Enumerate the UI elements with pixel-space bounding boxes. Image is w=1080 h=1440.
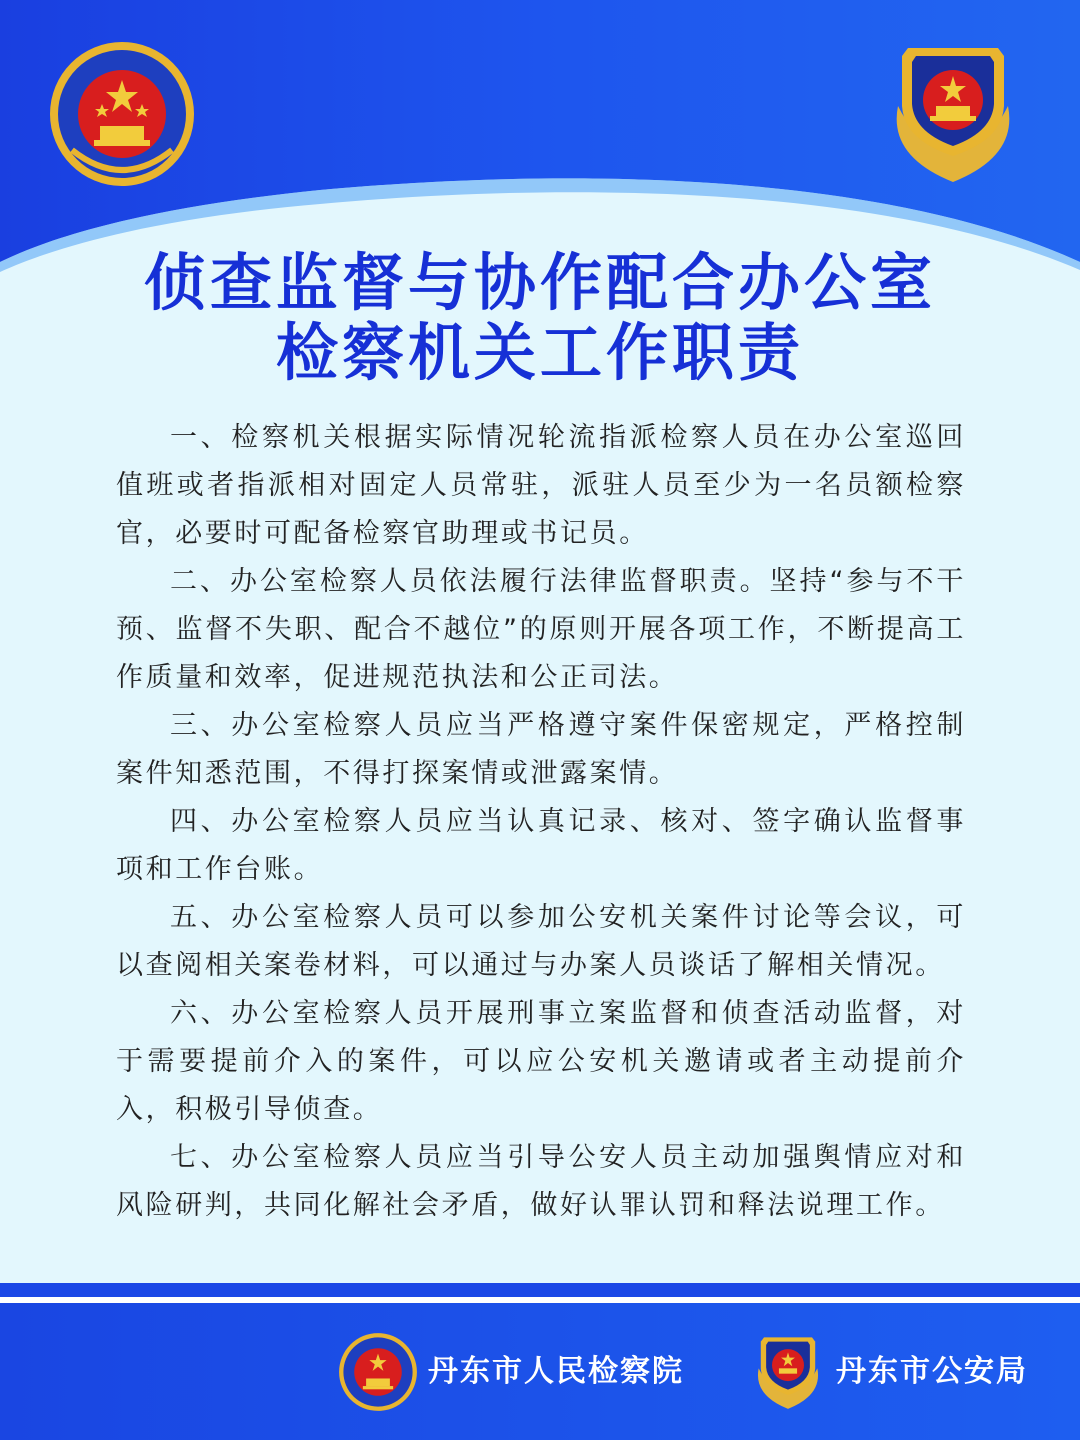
duty-paragraph-5: 五、办公室检察人员可以参加公安机关案件讨论等会议，可以查阅相关案卷材料，可以通过与办案人员谈话了解相关情况。 (116, 902, 966, 981)
duty-paragraph-2: 二、办公室检察人员依法履行法律监督职责。坚持“参与不干预、监督不失职、配合不越位”的原则开展各项工作，不断提高工作质量和效率，促进规范执法和公正司法。 (116, 566, 966, 693)
page-title-line1: 侦查监督与协作配合办公室 (143, 246, 936, 319)
page-title-line2: 检察机关工作职责 (275, 316, 804, 389)
footer-org-police: 丹东市公安局 (836, 1354, 1028, 1389)
procuratorate-emblem-icon (48, 40, 196, 188)
police-emblem-icon (878, 36, 1028, 186)
duty-paragraph-4: 四、办公室检察人员应当认真记录、核对、签字确认监督事项和工作台账。 (116, 806, 966, 885)
duties-text (116, 414, 966, 1230)
duty-paragraph-6: 六、办公室检察人员开展刑事立案监督和侦查活动监督，对于需要提前介入的案件，可以应公安机关邀请或者主动提前介入，积极引导侦查。 (116, 998, 966, 1125)
duty-paragraph-7: 七、办公室检察人员应当引导公安人员主动加强舆情应对和风险研判，共同化解社会矛盾，做好认罪认罚和释法说理工作。 (116, 1142, 966, 1221)
duty-paragraph-1: 一、检察机关根据实际情况轮流指派检察人员在办公室巡回值班或者指派相对固定人员常驻，派驻人员至少为一名员额检察官，必要时可配备检察官助理或书记员。 (116, 422, 966, 549)
footer-procuratorate-emblem-icon (338, 1332, 418, 1412)
footer-police-emblem-icon (748, 1330, 828, 1412)
duty-paragraph-3: 三、办公室检察人员应当严格遵守案件保密规定，严格控制案件知悉范围，不得打探案情或泄露案情。 (116, 710, 966, 789)
footer-org-procuratorate: 丹东市人民检察院 (428, 1354, 684, 1389)
